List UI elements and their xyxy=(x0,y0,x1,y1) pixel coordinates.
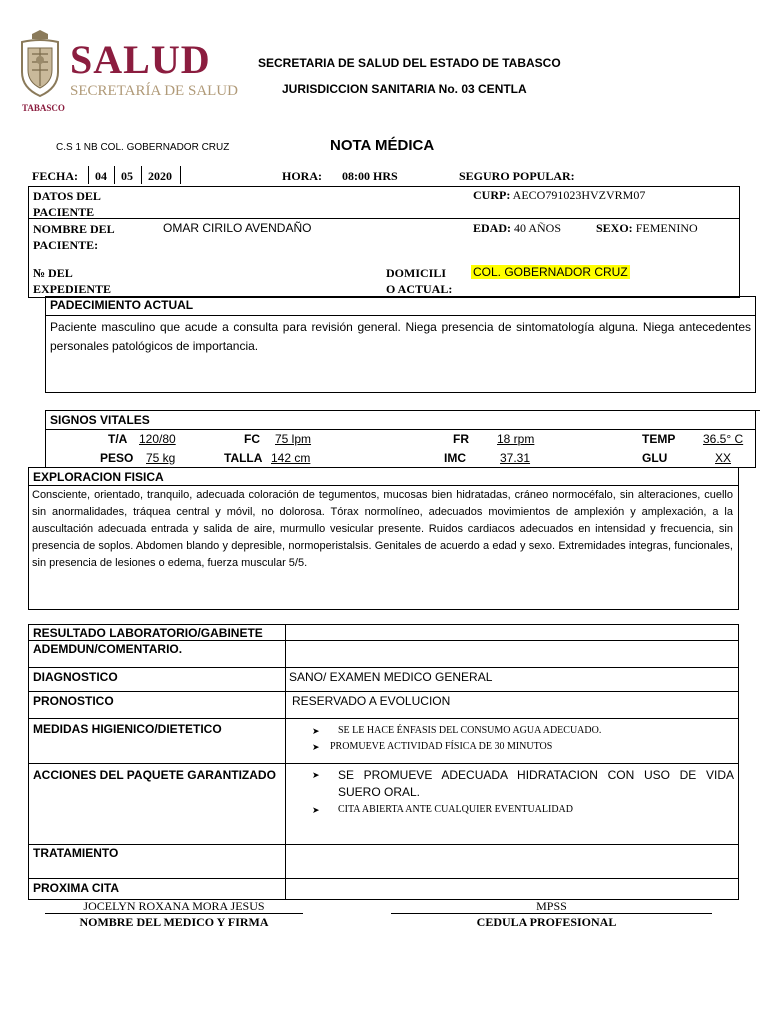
patient-divider xyxy=(28,218,740,219)
peso-value: 75 kg xyxy=(146,451,176,465)
table-column-divider xyxy=(285,624,286,900)
resultado-label: RESULTADO LABORATORIO/GABINETE xyxy=(33,626,263,640)
header-line2: JURISDICCION SANITARIA No. 03 CENTLA xyxy=(282,82,527,96)
nombre-label: NOMBRE DEL PACIENTE: xyxy=(33,222,115,253)
nombre-value: OMAR CIRILO AVENDAÑO xyxy=(163,221,312,235)
fecha-label: FECHA: xyxy=(32,169,78,183)
date-divider xyxy=(88,166,89,184)
acciones-label: ACCIONES DEL PAQUETE GARANTIZADO xyxy=(33,768,276,782)
cedula-value: MPSS xyxy=(536,899,567,913)
proxima-cita-label: PROXIMA CITA xyxy=(33,881,119,895)
sexo-field: SEXO: FEMENINO xyxy=(596,221,698,235)
pronostico-value: RESERVADO A EVOLUCION xyxy=(292,694,451,708)
medidas-label: MEDIDAS HIGIENICO/DIETETICO xyxy=(33,722,222,736)
domicilio-value: COL. GOBERNADOR CRUZ xyxy=(473,265,628,279)
cedula-label: CEDULA PROFESIONAL xyxy=(476,915,617,929)
table-row-divider xyxy=(28,844,739,845)
table-row-divider xyxy=(28,667,739,668)
logo-state: TABASCO xyxy=(22,103,65,113)
coat-of-arms-icon xyxy=(18,30,62,102)
medico-signature-line xyxy=(45,913,303,914)
header-line1: SECRETARIA DE SALUD DEL ESTADO DE TABASCO xyxy=(258,56,561,70)
table-row-divider xyxy=(28,691,739,692)
datos-label: DATOS DEL PACIENTE xyxy=(33,189,101,220)
peso-label: PESO xyxy=(100,451,134,465)
glu-value: XX xyxy=(715,451,732,465)
cedula-line xyxy=(391,913,712,914)
expediente-label: № DEL EXPEDIENTE xyxy=(33,266,112,297)
date-divider xyxy=(180,166,181,184)
salud-logo xyxy=(18,30,238,116)
fecha-year: 2020 xyxy=(148,169,172,183)
imc-value: 37.31 xyxy=(500,451,531,465)
tratamiento-label: TRATAMIENTO xyxy=(33,846,119,860)
signos-title: SIGNOS VITALES xyxy=(50,413,150,427)
talla-label: TALLA xyxy=(224,451,263,465)
edad-field: EDAD: 40 AÑOS xyxy=(473,221,562,235)
temp-label: TEMP xyxy=(642,432,676,446)
medico-name: JOCELYN ROXANA MORA JESUS xyxy=(83,899,265,913)
hora-label: HORA: xyxy=(282,169,322,183)
diagnostico-value: SANO/ EXAMEN MEDICO GENERAL xyxy=(289,670,493,684)
medidas-list xyxy=(308,723,601,755)
talla-value: 142 cm xyxy=(271,451,311,465)
domicilio-label: DOMICILI O ACTUAL: xyxy=(386,266,453,297)
fc-label: FC xyxy=(244,432,260,446)
padecimiento-title: PADECIMIENTO ACTUAL xyxy=(50,298,194,312)
logo-brand: SALUD xyxy=(70,37,211,82)
table-row-divider xyxy=(28,878,739,879)
list-item: ➤ PROMUEVE ACTIVIDAD FÍSICA DE 30 MINUTOS xyxy=(308,739,601,755)
edad-value: 40 AÑOS xyxy=(514,221,562,235)
curp-field: CURP: AECO791023HVZVRM07 xyxy=(473,188,646,202)
sexo-value: FEMENINO xyxy=(635,221,698,235)
diagnostico-label: DIAGNOSTICO xyxy=(33,670,118,684)
fc-value: 75 lpm xyxy=(275,432,312,446)
fr-label: FR xyxy=(453,432,469,446)
adendum-label: ADEMDUN/COMENTARIO. xyxy=(33,642,183,656)
medico-label: NOMBRE DEL MEDICO Y FIRMA xyxy=(79,915,269,929)
exploracion-divider xyxy=(28,485,739,486)
pronostico-label: PRONOSTICO xyxy=(33,694,114,708)
seguro-label: SEGURO POPULAR: xyxy=(459,169,575,183)
table-row-divider xyxy=(28,640,739,641)
padecimiento-text: Paciente masculino que acude a consulta para revisión general. Niega presencia de sintomatología alguna. Niega antecedentes personales patológicos de importancia. xyxy=(50,320,751,353)
signos-corner-line xyxy=(740,410,760,411)
health-center-name: C.S 1 NB COL. GOBERNADOR CRUZ xyxy=(56,142,230,153)
temp-value: 36.5° C xyxy=(703,432,744,446)
date-divider xyxy=(114,166,115,184)
exploracion-text: Consciente, orientado, tranquilo, adecuada coloración de tegumentos, mucosas bien hidratadas, cráneo normocéfalo, sin alteraciones, cuello sin anormalidades, tráquea central y móvil, no dolorosa. Tórax normolíneo, adecuados movimientos de amplexión y amplexación, a la auscultación adecuada entrada y salida de aire, murmullo vesicular presente. Ruidos cardiacos adecuados en intensidad y frecuencia, sin presencia de soplos. Abdomen blando y depresible, normoperistalsis. Genitales de acuerdo a edad y sexo. Extremidades integras, funcionales, sin presencia de lesiones o edema, fuerza muscular 5/5. xyxy=(32,489,733,569)
table-row-divider xyxy=(28,763,739,764)
results-table xyxy=(28,624,739,900)
fecha-month: 05 xyxy=(121,169,133,183)
ta-value: 120/80 xyxy=(139,432,176,446)
date-divider xyxy=(141,166,142,184)
fr-value: 18 rpm xyxy=(497,432,535,446)
page-title: NOTA MÉDICA xyxy=(330,137,435,154)
padecimiento-divider xyxy=(45,315,756,316)
glu-label: GLU xyxy=(642,451,668,465)
exploracion-title: EXPLORACION FISICA xyxy=(33,470,164,484)
fecha-day: 04 xyxy=(95,169,107,183)
table-row-divider xyxy=(28,718,739,719)
curp-value: AECO791023HVZVRM07 xyxy=(512,188,646,202)
acciones-list xyxy=(308,767,734,818)
ta-label: T/A xyxy=(108,432,128,446)
signos-divider xyxy=(45,429,756,430)
list-item: ➤ SE LE HACE ÉNFASIS DEL CONSUMO AGUA ADECUADO. xyxy=(308,723,601,739)
hora-value: 08:00 HRS xyxy=(342,169,398,183)
list-item: ➤ CITA ABIERTA ANTE CUALQUIER EVENTUALIDAD xyxy=(308,802,734,818)
list-item: ➤ SE PROMUEVE ADECUADA HIDRATACION CON USO DE VIDA SUERO ORAL. xyxy=(308,767,734,801)
logo-subtitle: SECRETARÍA DE SALUD xyxy=(70,83,238,99)
imc-label: IMC xyxy=(444,451,466,465)
